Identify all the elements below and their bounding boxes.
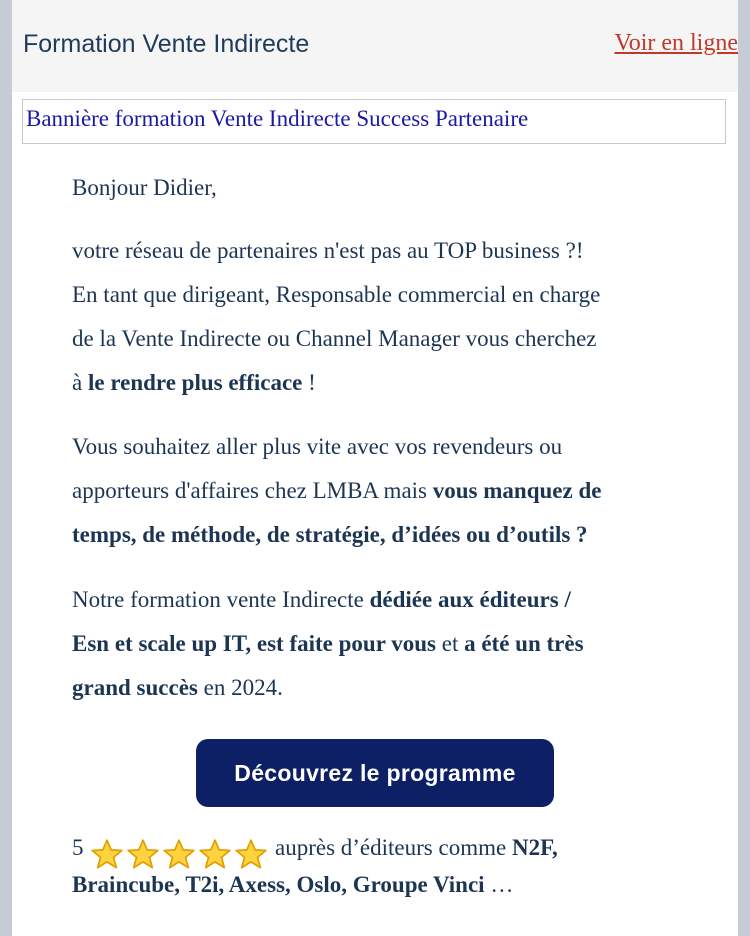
email-header [12,0,738,92]
banner-alt-text: Bannière formation Vente Indirecte Success Partenaire [26,106,529,131]
rating-suffix: … [484,871,514,897]
star-icon [197,838,233,870]
p3-line3-bold: grand succès [72,675,198,700]
p3-line2-bold1: Esn et scale up IT, est faite pour vous [72,631,436,656]
discover-program-button[interactable]: Découvrez le programme [196,739,554,807]
star-icon [161,838,197,870]
view-online-link[interactable]: Voir en ligne [614,30,738,56]
paragraph-2 [72,425,682,557]
p2-line1: Vous souhaitez aller plus vite avec vos revendeurs ou [72,434,563,459]
rating-count: 5 [72,835,84,860]
paragraph-3 [72,578,682,710]
header-title: Formation Vente Indirecte [23,30,310,58]
p3-line1-prefix: Notre formation vente Indirecte [72,587,370,612]
p1-line4-suffix: ! [302,370,316,395]
rating-bold2: Braincube, T2i, Axess, Oslo, Groupe Vinci [72,871,485,897]
p2-line2-prefix: apporteurs d'affaires chez LMBA mais [72,478,433,503]
greeting: Bonjour Didier, [72,175,217,200]
paragraph-1 [72,229,682,405]
email-page [12,0,738,936]
p1-line2: En tant que dirigeant, Responsable commercial en charge [72,282,601,307]
p1-line3: de la Vente Indirecte ou Channel Manager vous cherchez [72,326,597,351]
rating-text: auprès d’éditeurs comme [269,835,512,860]
p3-line2-bold2: a été un très [464,631,584,656]
rating-line [72,833,692,899]
p1-line4-bold: le rendre plus efficace [87,370,303,395]
rating-stars [89,837,269,870]
banner-image-placeholder[interactable] [22,99,726,144]
star-icon [125,838,161,870]
p3-line3-suffix: en 2024. [197,675,283,700]
p2-line2-bold: vous manquez de [432,478,602,503]
star-icon [233,838,269,870]
star-icon [89,838,125,870]
rating-bold1: N2F, [511,835,558,860]
p3-line2-mid: et [435,631,465,656]
p1-line4-prefix: à [72,370,88,395]
p2-line3-bold: temps, de méthode, de stratégie, d’idées ou d’outils ? [72,522,588,547]
p1-line1: votre réseau de partenaires n'est pas au TOP business ?! [72,238,584,263]
p3-line1-bold: dédiée aux éditeurs / [369,587,571,612]
